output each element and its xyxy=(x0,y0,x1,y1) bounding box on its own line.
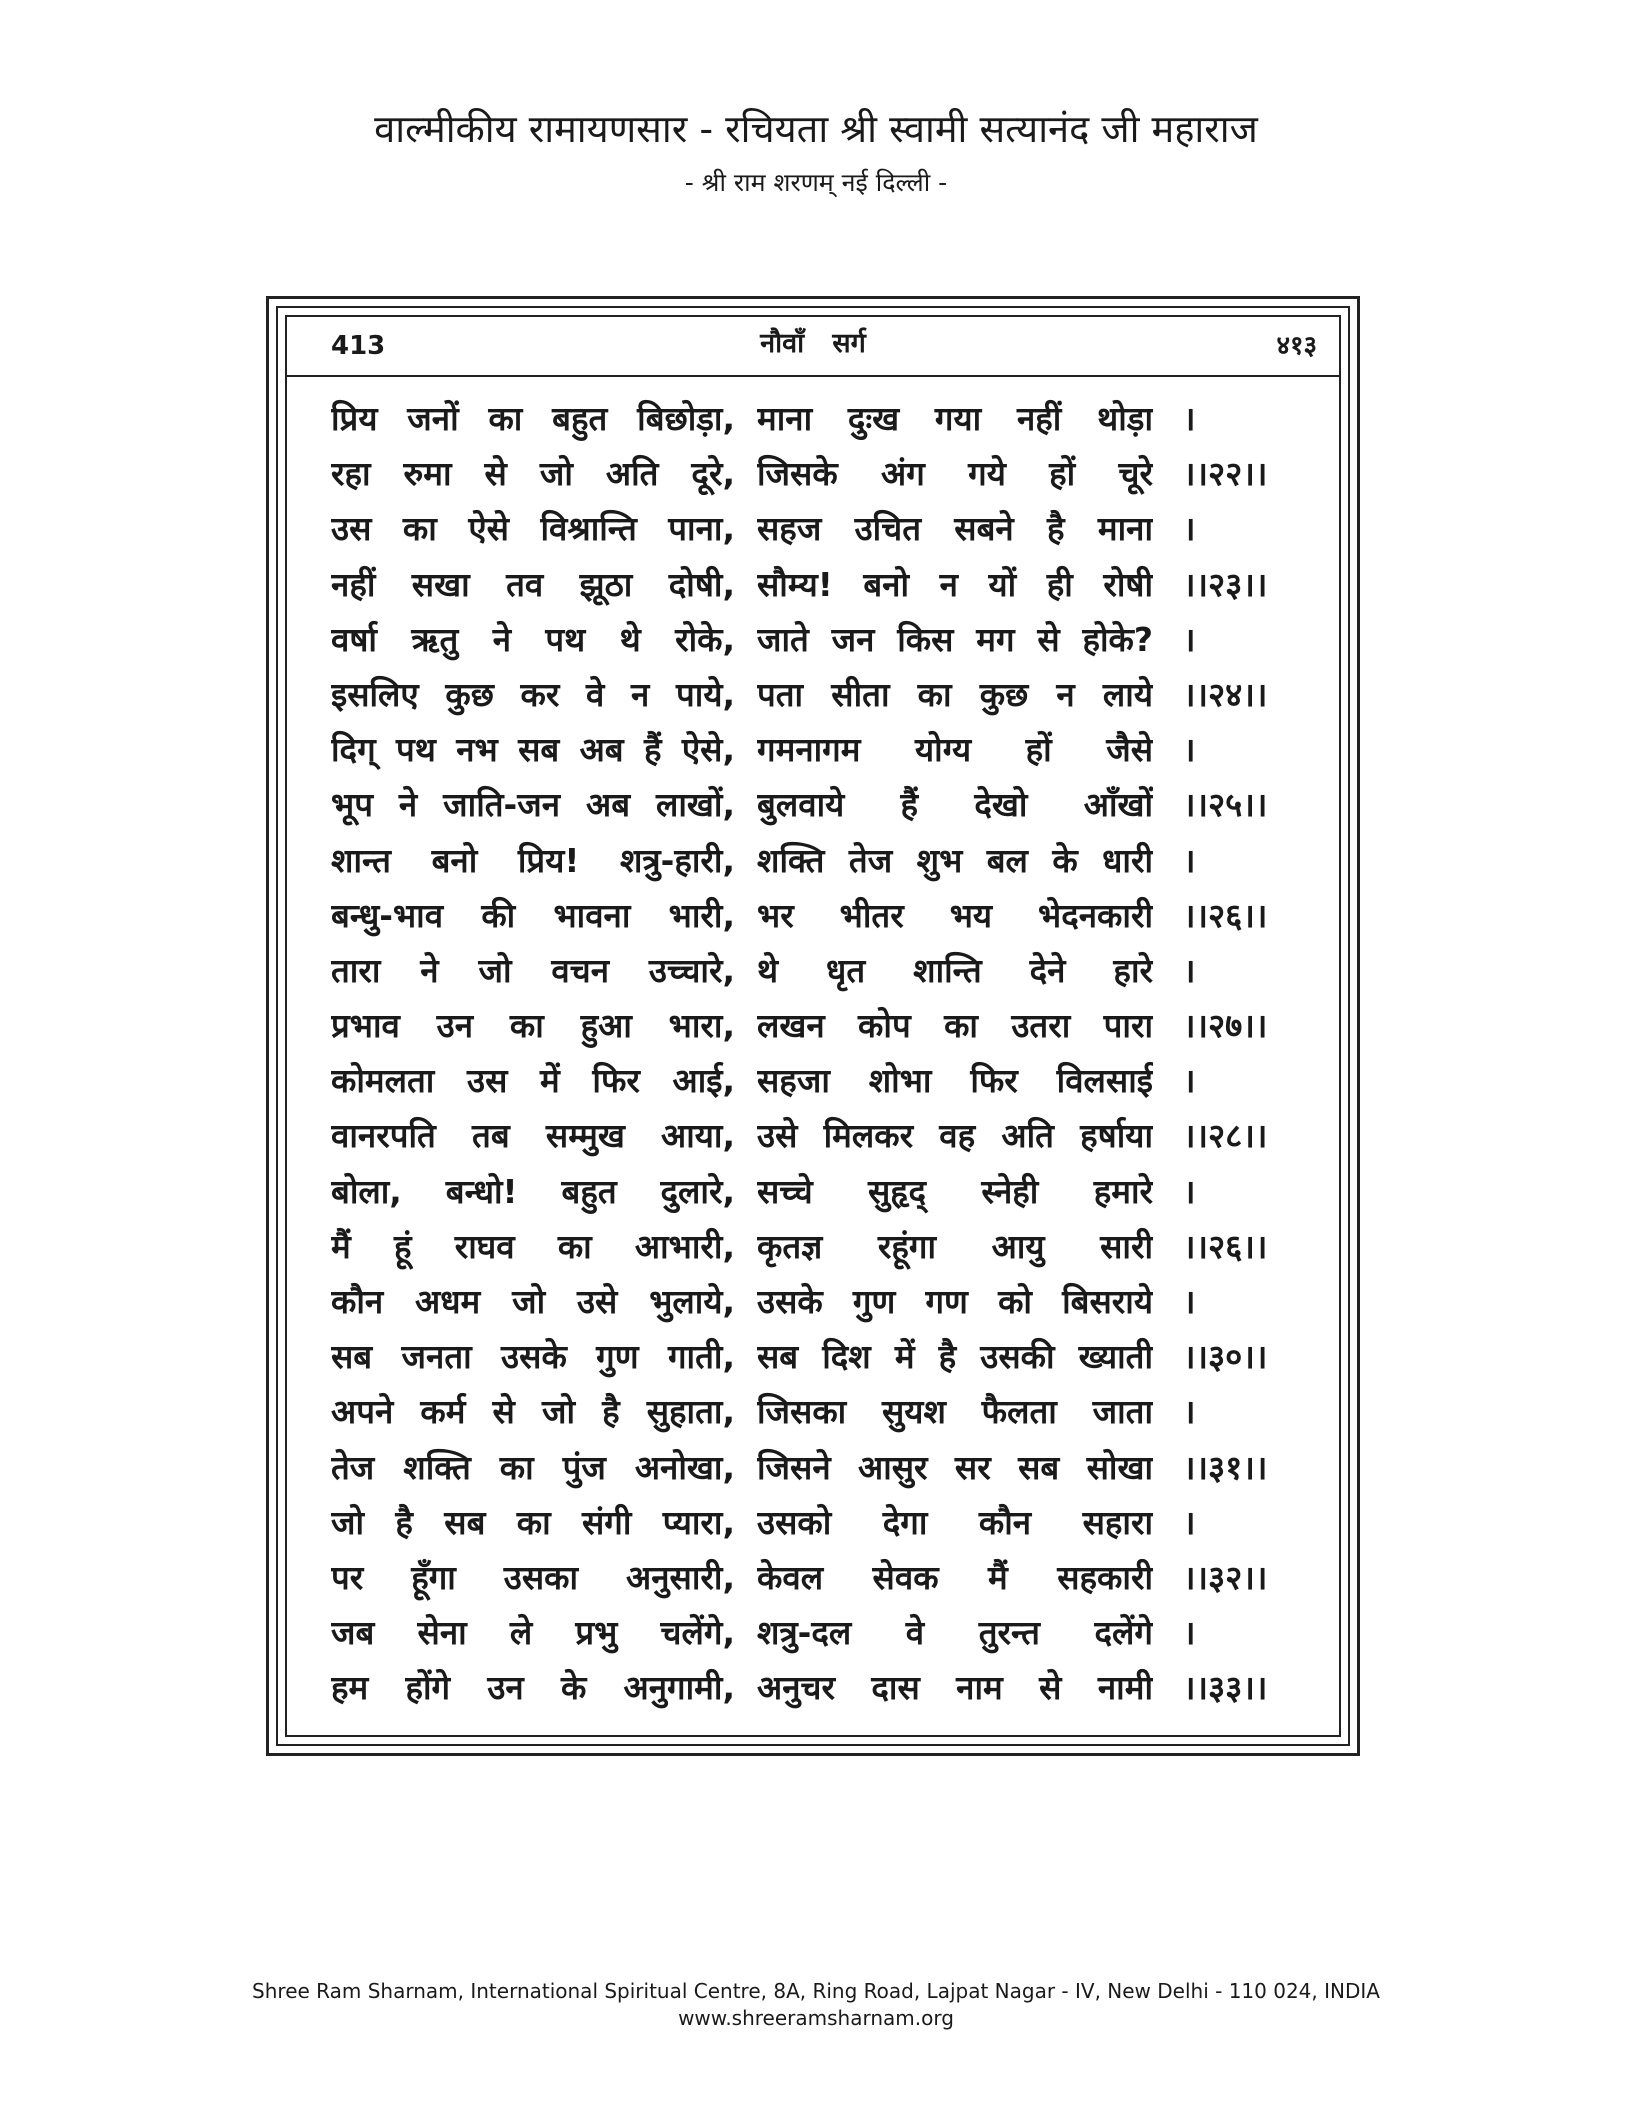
verse-line xyxy=(287,1219,1339,1274)
page-number-arabic: 413 xyxy=(331,331,386,361)
document-subtitle: - श्री राम शरणम् नई दिल्ली - xyxy=(684,168,948,197)
verse-number: ।।२३।। xyxy=(1183,564,1268,604)
verse-left-half: तारा ने जो वचन उच्चारे, xyxy=(331,950,735,990)
verse-line xyxy=(287,1274,1339,1329)
verse-number: ।।२४।। xyxy=(1183,674,1268,714)
verse-line xyxy=(287,612,1339,667)
verse-number: ।।३२।। xyxy=(1183,1557,1268,1597)
page-frame-inner-border xyxy=(285,315,1341,1737)
verse-line xyxy=(287,446,1339,501)
verse-number: । xyxy=(1183,1392,1196,1432)
verse-right-half: सहज उचित सबने है माना xyxy=(757,509,1153,549)
verse-right-half: उसके गुण गण को बिसराये xyxy=(757,1282,1153,1321)
verse-number: । xyxy=(1183,619,1196,659)
verse-number: । xyxy=(1183,730,1196,770)
verse-left-half: सब जनता उसके गुण गाती, xyxy=(331,1337,735,1377)
footer-address: Shree Ram Sharnam, International Spiritual Centre, 8A, Ring Road, Lajpat Nagar - IV, New Delhi - 110 024, INDIA xyxy=(252,1979,1380,2003)
verse-number: ।।२२।। xyxy=(1183,454,1268,494)
verse-right-half: जाते जन किस मग से होके? xyxy=(757,619,1153,659)
verse-left-half: अपने कर्म से जो है सुहाता, xyxy=(331,1392,735,1432)
verse-line xyxy=(287,1053,1339,1108)
verse-line xyxy=(287,391,1339,446)
verse-line xyxy=(287,1384,1339,1439)
verse-right-half: उसको देगा कौन सहारा xyxy=(757,1502,1153,1542)
verse-line xyxy=(287,1605,1339,1660)
verse-number: ।।३१।। xyxy=(1183,1447,1268,1487)
verse-left-half: कौन अधम जो उसे भुलाये, xyxy=(331,1282,735,1321)
verse-number: ।।२८।। xyxy=(1183,1116,1268,1156)
footer-website: www.shreeramsharnam.org xyxy=(678,2006,954,2030)
verse-left-half: जब सेना ले प्रभु चलेंगे, xyxy=(331,1613,735,1653)
verse-left-half: बोला, बन्धो! बहुत दुलारे, xyxy=(331,1171,735,1211)
verse-number: । xyxy=(1183,399,1196,438)
verse-number: । xyxy=(1183,1282,1196,1321)
verse-right-half: सहजा शोभा फिर विलसाई xyxy=(757,1061,1153,1101)
verse-number: । xyxy=(1183,1061,1196,1101)
verse-right-half: जिसका सुयश फैलता जाता xyxy=(757,1392,1153,1432)
verse-number: । xyxy=(1183,509,1196,549)
verse-number: ।।२७।। xyxy=(1183,1006,1268,1046)
verse-left-half: भूप ने जाति-जन अब लाखों, xyxy=(331,785,735,825)
verse-number: । xyxy=(1183,1171,1196,1211)
verse-number: । xyxy=(1183,840,1196,880)
chapter-title: नौवाँ सर्ग xyxy=(760,328,866,359)
verse-left-half: रहा रुमा से जो अति दूरे, xyxy=(331,454,735,494)
verse-right-half: पता सीता का कुछ न लाये xyxy=(757,674,1153,714)
verse-left-half: दिग् पथ नभ सब अब हैं ऐसे, xyxy=(331,730,735,770)
verse-line xyxy=(287,833,1339,888)
verse-line xyxy=(287,998,1339,1053)
verse-left-half: कोमलता उस में फिर आई, xyxy=(331,1061,735,1101)
verse-line xyxy=(287,667,1339,722)
book-page-header xyxy=(287,317,1339,377)
verse-left-half: वर्षा ऋतु ने पथ थे रोके, xyxy=(331,619,735,659)
verse-number: ।।२६।। xyxy=(1183,895,1268,935)
verse-left-half: तेज शक्ति का पुंज अनोखा, xyxy=(331,1447,735,1487)
verse-right-half: शक्ति तेज शुभ बल के धारी xyxy=(757,840,1153,880)
verse-line xyxy=(287,943,1339,998)
verse-right-half: लखन कोप का उतरा पारा xyxy=(757,1006,1153,1046)
verse-number: । xyxy=(1183,1502,1196,1542)
verse-left-half: प्रिय जनों का बहुत बिछोड़ा, xyxy=(331,399,735,438)
verse-left-half: हम होंगे उन के अनुगामी, xyxy=(331,1668,735,1708)
verse-left-half: शान्त बनो प्रिय! शत्रु-हारी, xyxy=(331,840,735,880)
verse-left-half: नहीं सखा तव झूठा दोषी, xyxy=(331,564,735,604)
verse-number: ।।३०।। xyxy=(1183,1337,1268,1377)
verse-line xyxy=(287,1108,1339,1163)
verse-right-half: भर भीतर भय भेदनकारी xyxy=(757,895,1153,935)
verse-line xyxy=(287,1660,1339,1715)
document-title: वाल्मीकीय रामायणसार - रचियता श्री स्वामी सत्यानंद जी महाराज xyxy=(374,107,1258,151)
verse-left-half: इसलिए कुछ कर वे न पाये, xyxy=(331,674,735,714)
verse-number: । xyxy=(1183,950,1196,990)
verse-left-half: प्रभाव उन का हुआ भारा, xyxy=(331,1006,735,1046)
verse-right-half: थे धृत शान्ति देने हारे xyxy=(757,950,1153,990)
verse-line xyxy=(287,557,1339,612)
verse-right-half: माना दुःख गया नहीं थोड़ा xyxy=(757,399,1153,438)
verse-line xyxy=(287,722,1339,777)
verse-list xyxy=(287,391,1339,1716)
verse-right-half: उसे मिलकर वह अति हर्षाया xyxy=(757,1116,1153,1156)
verse-line xyxy=(287,888,1339,943)
verse-left-half: उस का ऐसे विश्रान्ति पाना, xyxy=(331,509,735,549)
page-frame-middle-border xyxy=(276,306,1350,1746)
verse-right-half: सब दिश में है उसकी ख्याती xyxy=(757,1337,1153,1377)
verse-number: ।।३३।। xyxy=(1183,1668,1268,1708)
verse-right-half: कृतज्ञ रहूंगा आयु सारी xyxy=(757,1226,1153,1266)
verse-line xyxy=(287,1440,1339,1495)
verse-left-half: बन्धु-भाव की भावना भारी, xyxy=(331,895,735,935)
verse-right-half: बुलवाये हैं देखो आँखों xyxy=(757,785,1153,825)
verse-right-half: अनुचर दास नाम से नामी xyxy=(757,1668,1153,1708)
verse-line xyxy=(287,1495,1339,1550)
page-frame xyxy=(266,296,1360,1756)
verse-line xyxy=(287,777,1339,832)
verse-left-half: मैं हूं राघव का आभारी, xyxy=(331,1226,735,1266)
verse-right-half: सौम्य! बनो न यों ही रोषी xyxy=(757,564,1153,604)
verse-number: । xyxy=(1183,1613,1196,1653)
page-number-devanagari: ४१३ xyxy=(1276,331,1317,361)
verse-right-half: गमनागम योग्य हों जैसे xyxy=(757,730,1153,770)
verse-right-half: केवल सेवक मैं सहकारी xyxy=(757,1557,1153,1597)
verse-left-half: जो है सब का संगी प्यारा, xyxy=(331,1502,735,1542)
verse-line xyxy=(287,1164,1339,1219)
verse-line xyxy=(287,1550,1339,1605)
verse-right-half: जिसके अंग गये हों चूरे xyxy=(757,454,1153,494)
verse-right-half: शत्रु-दल वे तुरन्त दलेंगे xyxy=(757,1613,1153,1653)
verse-left-half: पर हूँगा उसका अनुसारी, xyxy=(331,1557,735,1597)
verse-line xyxy=(287,1329,1339,1384)
verse-line xyxy=(287,501,1339,556)
verse-number: ।।२६।। xyxy=(1183,1226,1268,1266)
verse-right-half: जिसने आसुर सर सब सोखा xyxy=(757,1447,1153,1487)
verse-number: ।।२५।। xyxy=(1183,785,1268,825)
verse-right-half: सच्चे सुहृद् स्नेही हमारे xyxy=(757,1171,1153,1211)
verse-left-half: वानरपति तब सम्मुख आया, xyxy=(331,1116,735,1156)
